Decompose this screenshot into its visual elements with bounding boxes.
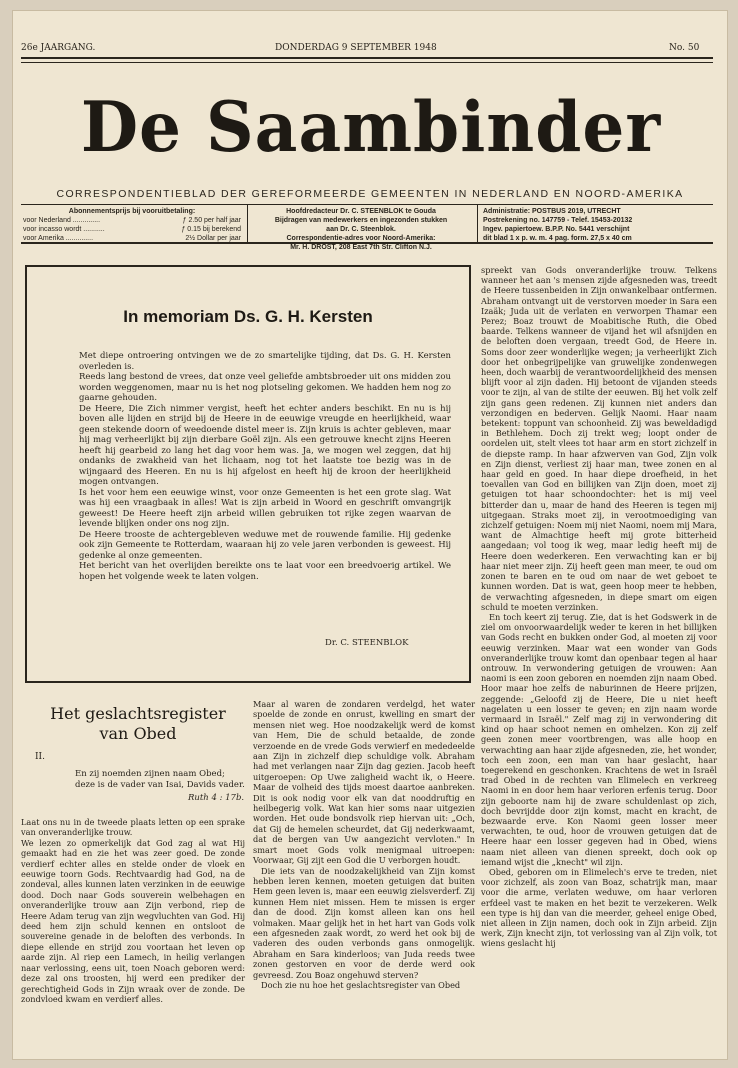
genealogy-title: Het geslachtsregister van Obed [50,704,226,743]
subscription-box [23,207,241,243]
article-paragraph: Doch zie nu hoe het geslachtsregister van Obed [261,979,461,990]
newspaper-page [12,10,728,1060]
memoriam-text [79,351,451,582]
article-paragraph: We lezen zo opmerkelijk dat God zag al wat Hij gemaakt had en zie het was zeer goed. De zonde verdierf echter alles en stelde onder de vloek en eeuwige toorn Gods. Rechtvaardig had God, na de zondeval, alles kunnen laten verzinken in de eeuwige dood. Doch naar Gods souverein welbehagen en onveranderlijke trouw aan Zijn verbond, riep de Heere Adam terug van zijn wegvluchten van God. Hij deed hem zijn schuld kennen en ontsloot de souvereine genade in de beloften des verbonds. In diepe ellende en strijd zou voortaan het leven op aarde zijn. Al riep een Lamech, in heilig verlangen naar verlossing, eens uit, toen Noach geboren werd: deze zal ons troosten, hij werd een prediker der gerechtigheid Gods in Zijn wraak over de zonde. De zondvloed kwam en verdierf alles. [21,837,245,1004]
article-paragraph: Laat ons nu in de tweede plaats letten op een sprake van onveranderlijke trouw. [21,817,245,838]
right-column [481,265,717,949]
memoriam-paragraph: Is het voor hem een eeuwige winst, voor onze Gemeenten is het een grote slag. Wat was hij een vraagbaak in alles! Wat is zijn arbeid in Woord en geschrift omvangrijk geweest! De Heere heeft zijn arbeid willen gebruiken tot rijke zegen waarvan de levende blijken onder ons nog zijn. [79,487,451,529]
masthead-subtitle: CORRESPONDENTIEBLAD DER GEREFORMEERDE GEMEENTEN IN NEDERLAND EN NOORD-AMERIKA [56,188,684,200]
memoriam-signature: Dr. C. STEENBLOK [325,638,409,648]
subscription-row: voor incasso wordt ........... ƒ 0.15 bij berekend [23,226,241,233]
administration-box: Administratie: POSTBUS 2019, UTRECHT Postrekening no. 147759 - Telef. 15453-20132 Ingev. papiertoew. B.P.P. No. 5441 verschijnt dit blad 1 x p. w. m. 4 pag. form. 27,5 x 40 cm [483,208,633,242]
article-paragraph: En toch keert zij terug. Zie, dat is het Godswerk in de ziel om onvoorwaardelijk weder te keren in het billijken van Gods recht en bukken onder God, al moeten zij voor eeuwig verzinken. Maar wat een wonder van Gods onveranderlijke trouw komt dan openbaar tegen al haar ontrouw. In verwondering getuigen de vrouwen: Aan naomi is een zoon geboren en noemden zijn naam Obed. Hoor maar hoe zelfs de naburinnen de Heere prijzen, zeggende: „Geloofd zij de Heere, Die u niet heeft nagelaten u een losser te geven; en zijn naam worde vermaard in Israël." Zelf mag zij in verwondering dit kind op haar schoot nemen en omhelzen. Kon zij zelf geen zonen meer voortbrengen, was alle hoop en verwachting aan haar zijde afgesneden, zie, het wonder, toch een zoon, een man van haar geslacht, haar toegerekend en geschonken. Krachtens de wet in Israël trad Obed in de rechten van Elimelech en verkreeg Naomi in en door hem haar verloren erfenis terug. Door zijn geboorte nam hij de zware schuldenlast op zich, doch bevrijdde door zijn komst, macht en kracht, de bezwaarde erve. Kon Naomi geen losser meer verwachten, te oud, hoor de vrouwen getuigen dat de Heere haar een losser gegeven had in Obed, wiens naam niet alleen van dienen spreekt, doch ook op iemand wijst die „knecht" wil zijn. [481,611,717,867]
volume-label: 26e JAARGANG. [21,43,96,53]
memoriam-paragraph: Het bericht van het overlijden bereikte ons te laat voor een breedvoerig artikel. We hopen het volgende week te laten volgen. [79,561,451,582]
subscription-row: voor Amerika .............. 2½ Dollar per jaar [23,235,241,242]
info-divider [477,205,478,242]
genealogy-column-1 [21,817,245,1004]
subscription-row: voor Nederland .............. ƒ 2.50 per half jaar [23,217,241,224]
article-paragraph: spreekt van Gods onveranderlijke trouw. Telkens wanneer het aan 's mensen zijde afgesneden was, treedt de Heere tussenbeiden in Zijn onwankelbaar ontfermen. Abraham ontvangt uit de verstorven moeder in Sara een Izaäk; Juda uit de verlaten en verworpen Thamar een Perez; Boaz trouwt de Moabitische Ruth, die Obed baarde. Telkens wanneer de vijand het wil afsnijden en de beloften doen vergaan, treedt God, de Heere in. Soms door zeer wonderlijke wegen; ja verheerlijkt Zich door het onbegrijpelijke van gruwelijke zondenwegen heen, doch waarbij de verantwoordelijkheid des mensen blijft voor al zijn daden. Hij betoont de vijanden steeds voor te zijn, al van de stilte der eeuwen. Bij het volk zelf zijn gans geen redenen. Zij kunnen niet anders dan verzondigen en bederven. Gelijk Naomi. Haar naam betekent: toppunt van schoonheid. Zij was beweldadigd in Bethlehem. Doch zij trekt weg; loopt onder de oordelen uit, stelt vlees tot haar arm en stort zichzelf in de diepste ramp. In haar afzwerven van God, Zijn volk en Zijn dienst, verliest zij haar man, twee zonen en al haar geld en goed. In haar diepe droefheid, in het toevallen van God en billijken van Zijn doen, moet zij getuigen tot haar schoondochter: het is mij veel bitterder dan u, maar de hand des Heeren is tegen mij uitgegaan. Straks moet zij, in verootmoediging van zichzelf getuigen: Noem mij niet Naomi, noem mij Mara, want de Almachtige heeft mij grote bitterheid aangedaan; vol toog ik weg, maar ledig heeft mij de Heere doen wederkeren. Een verwachting kan er bij haar niet meer zijn. Zij heeft geen man meer, te oud om zonen te baren en te oud om naar de wet geboet te kunnen worden. Dat is wat, geen hoop meer te hebben, de verwachting afgesneden, in diepe smart om eigen schuld te moeten verzinken. [481,265,717,612]
info-top-rule [21,204,713,205]
article-paragraph: Obed, geboren om in Elimelech's erve te treden, niet voor zichzelf, als zoon van Boaz, schatrijk man, maar voor die arme, verlaten weduwe, om haar verloren erfdeel vast te maken en het bezit te verzekeren. Welk een type is hij dan van die meerder, geheel enige Obed, niet alleen in Zijn namen, doch ook in Zijn arbeid. Zijn werk, Zijn knecht zijn, tot verlossing van al Zijn volk, tot wiens geslacht hij [481,866,717,949]
header-top-rule [21,57,713,59]
header-top-rule-thin [21,62,713,63]
article-part-number: II. [35,752,45,762]
memoriam-paragraph: Reeds lang bestond de vrees, dat onze veel geliefde ambtsbroeder uit ons midden zou worden weggenomen, maar nu is het nog plotseling gekomen. We hadden hem nog zo gaarne gehouden. [79,372,451,403]
scripture-reference: Ruth 4 : 17b. [188,793,245,803]
masthead-title: De Saambinder [80,86,662,168]
article-paragraph: Maar al waren de zondaren verdelgd, het water spoelde de zonde en onrust, kwelling en smart der mensen niet weg. Hoe noodzakelijk werd de komst van Hem, Die de schuld betaalde, de zonde verzoende en de vrede Gods verwierf en mededeelde aan Zijn in zichzelf diep schuldige volk. Abraham had met verlangen naar Zijn dag gezien. Jacob heeft uitgeroepen: Op Uwe zaligheid wacht ik, o Heere. Maar de volheid des tijds moest daartoe aanbreken. Dit is ook nodig voor elk van dat nooddruftig en heilbegerig volk. Wat kan hier soms naar uitgezien worden. Het oude bondsvolk riep hiervan uit: „Och, dat Gij de hemelen scheurdet, dat Gij nederkwaamt, dat de bergen van Uw aangezicht vervloten." In smart moet Gods volk menigmaal uitroepen: Voorwaar, Gij zijt een God die U verborgen houdt. [253,699,475,866]
issue-date: DONDERDAG 9 SEPTEMBER 1948 [275,43,437,53]
subscription-heading: Abonnementsprijs bij vooruitbetaling: [68,208,196,215]
issue-number: No. 50 [669,43,700,53]
editor-box: Hoofdredacteur Dr. C. STEENBLOK te Gouda Bijdragen van medewerkers en ingezonden stukken aan Dr. C. Steenblok. Correspondentie-adres voor Noord-Amerika: Mr. H. DROST, 208 East 7th Str. Clifton N.J. [274,208,448,251]
info-divider [247,205,248,242]
genealogy-column-2 [253,699,475,990]
memoriam-title: In memoriam Ds. G. H. Kersten [123,307,373,326]
article-paragraph: Die iets van de noodzakelijkheid van Zijn komst hebben leren kennen, moeten getuigen dat buiten Hem geen leven is, maar een eeuwig zielsverderf. Zij kunnen Hem niet missen. Hem te missen is erger dan de dood. Zijn komst alleen kan ons heil volmaken. Maar gelijk het in het hart van Gods volk een afgesneden zaak wordt, zo werd het ook bij de vaderen des ouden verbonds gans onmogelijk. Abraham en Sara kinderloos; van Juda reeds twee zonen gestorven en voor de derde werd ook gevreesd. Zou Boaz ongehuwd sterven? [253,865,475,980]
memoriam-paragraph: De Heere trooste de achtergebleven weduwe met de rouwende familie. Hij gedenke ook zijn Gemeente te Rotterdam, waaraan hij zo vele jaren verbonden is geweest. Hij gedenke al onze gemeenten. [79,529,451,561]
epigraph: En zij noemden zijnen naam Obed; deze is de vader van Isai, Davids vader. [75,769,245,790]
memoriam-paragraph: Met diepe ontroering ontvingen we de zo smartelijke tijding, dat Ds. G. H. Kersten overleden is. [79,351,451,372]
memoriam-paragraph: De Heere, Die Zich nimmer vergist, heeft het echter anders beschikt. En nu is hij boven alle lijden en strijd bij de Heere in de eeuwige vreugde en heerlijkheid, waar geen stekende doorn of weedoende distel meer is. Zijn kruis is achter gebleven, maar hij mag verheerlijkt bij zijn dierbare Goël zijn. Als een getrouwe knecht zijns Heeren heeft hij gearbeid zo lang het dag voor hem was. Ja, we mogen wel zeggen, dat hij ondanks de zwakheid van het lichaam, nog tot het laatste toe bezig was in de wijngaard des Heeren. En nu is hij afgelost en heeft hij de kroon der heerlijkheid mogen ontvangen. [79,403,451,487]
